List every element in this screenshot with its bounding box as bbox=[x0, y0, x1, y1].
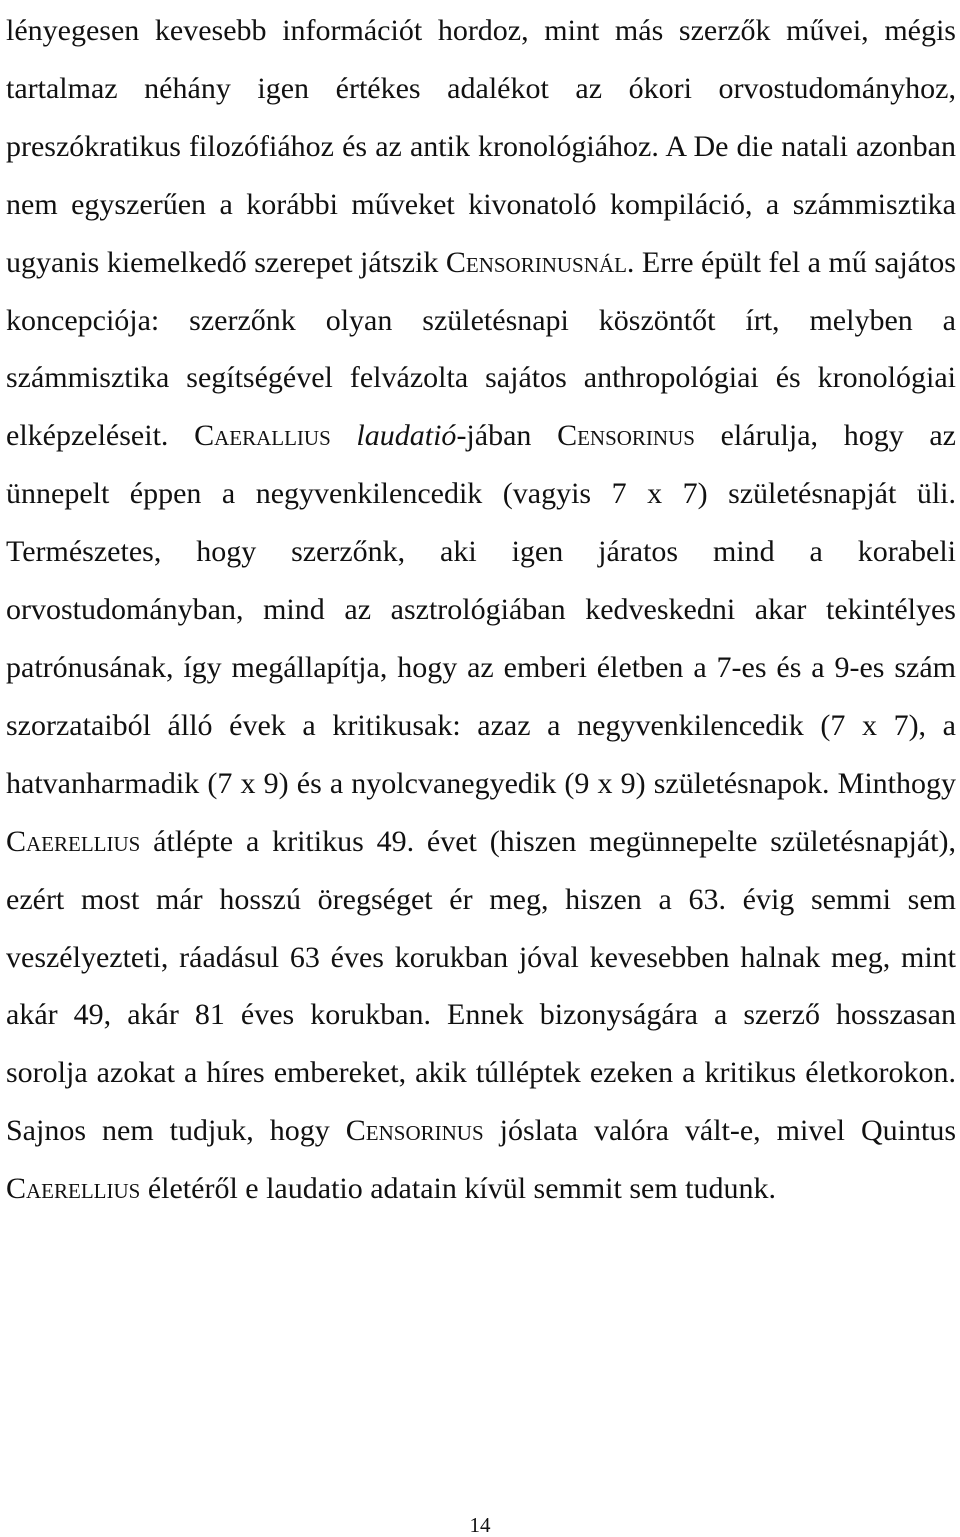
patron-name-caerellius: Caerellius bbox=[6, 1172, 141, 1206]
text-segment: elárulja, hogy az ünnepelt éppen a negyvenkilencedik (vagyis 7 x 7) születésnapját üli. Természetes, hogy szerzőnk, aki igen járatos mind a korabeli orvostudományban, mind az asztrológiában kedveskedni akar tekintélyes patrónusának, így megállapítja, hogy az emberi életben a 7-es és a 9-es szám szorzataiból álló évek a kritikusak: azaz a negyvenkilencedik (7 x 7), a hatvanharmadik (7 x 9) és a nyolcvanegyedik (9 x 9) születésnapok. Minthogy bbox=[6, 419, 956, 800]
page-number: 14 bbox=[469, 1513, 491, 1537]
text-segment: életéről e laudatio adatain kívül semmit sem tudunk. bbox=[140, 1172, 777, 1206]
document-page bbox=[6, 0, 956, 1537]
text-segment: jóslata valóra vált-e, mivel Quintus bbox=[483, 1114, 956, 1148]
author-name-censorinusnal: Censorinusnál bbox=[445, 245, 627, 279]
text-segment: lényegesen kevesebb információt hordoz, mint más szerzők művei, mégis tartalmaz néhány igen értékes adalékot az ókori orvostudományhoz, preszókratikus filozófiához és az antik kronológiához. A De die natali azonban nem egyszerűen a korábbi műveket kivonatoló kompiláció, a számmisztika ugyanis kiemelkedő szerepet játszik bbox=[6, 14, 956, 279]
term-laudatio: laudatió bbox=[356, 419, 457, 453]
text-segment: átlépte a kritikus 49. évet (hiszen megünnepelte születésnapját), ezért most már hosszú öregséget ér meg, hiszen a 63. évig semmi sem veszélyezteti, ráadásul 63 éves korukban jóval kevesebben halnak meg, mint akár 49, akár 81 éves korukban. Ennek bizonyságára a szerző hosszasan sorolja azokat a híres embereket, akik túlléptek ezeken a kritikus életkorokon. Sajnos nem tudjuk, hogy bbox=[6, 824, 956, 1148]
text-segment: -jában bbox=[456, 419, 558, 453]
text-segment bbox=[331, 419, 357, 452]
patron-name-caerellius: Caerellius bbox=[6, 824, 141, 858]
author-name-censorinus: Censorinus bbox=[345, 1114, 484, 1148]
author-name-censorinus: Censorinus bbox=[557, 419, 695, 453]
text-segment: . Erre épült fel a mű sajátos koncepciója: szerzőnk olyan születésnapi köszöntőt írt, melyben a számmisztika segítségével felvázolta sajátos anthropológiai és kronológiai elképzeléseit. bbox=[6, 245, 956, 453]
patron-name-caerallius: Caerallius bbox=[194, 419, 331, 453]
body-paragraph bbox=[6, 0, 956, 1218]
